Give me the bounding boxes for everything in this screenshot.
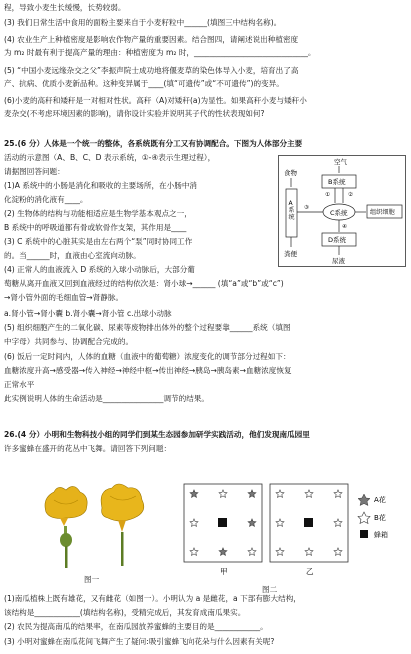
- text-line: 程，导致小麦生长缓慢，长势较弱。: [4, 3, 126, 12]
- text-line: 为 m₂ 时最有利于提高产量的理由：种植密度为 m₂ 时，______________________________。: [4, 48, 316, 57]
- text-line: (3) 我们日常生活中食用的面粉主要来自于小麦籽粒中______(填图三中结构名称)。: [4, 18, 282, 27]
- text-line: (6)小麦的高秆和矮秆是一对相对性状。高秆（A)对矮秆(a)为显性。如果高秆小麦与矮秆小: [4, 96, 307, 105]
- layout-jia-label: 甲: [220, 567, 228, 576]
- flower-a-image: [45, 486, 87, 568]
- text-line: 化淀粉的消化液有____。: [4, 195, 88, 204]
- text-line: a.肾小管→肾小囊 b.肾小囊→肾小管 c.出球小动脉: [4, 309, 172, 318]
- text-line: 的。当______时，血液由心室流向动脉。: [4, 251, 141, 260]
- text-line: (1)A 系统中的小肠是消化和吸收的主要场所，在小肠中消: [4, 181, 198, 190]
- system-b-label: B系统: [328, 178, 346, 186]
- tissue-label: 组织细胞: [370, 209, 395, 216]
- text-line: 正常水平: [4, 380, 35, 389]
- text-line: (3) 小明对蜜蜂在南瓜花间飞舞产生了疑问:吸引蜜蜂飞向花朵与什么因素有关呢?: [4, 637, 275, 646]
- text-line: (2) 农民为提高南瓜的结果率，在南瓜园放养蜜蜂的主要目的是____________。: [4, 622, 268, 631]
- system-c-label: C系统: [330, 209, 348, 217]
- text-line: (3) C 系统中的心脏其实是由左右两个“泵”同时协同工作: [4, 237, 193, 246]
- oxygen-label: 空气: [334, 158, 347, 166]
- q25-title: 25.(6 分）人体是一个统一的整体，各系统既有分工又有协调配合。下图为人体部分主要: [4, 139, 303, 148]
- legend-a-label: A花: [374, 496, 386, 504]
- text-line: (2) 生物体的结构与功能相适应是生物学基本观点之一，: [4, 209, 192, 218]
- pumpkin-flowers-figure: [36, 478, 160, 574]
- text-line: (6) 饭后一定时间内，人体的血糖（血液中的葡萄糖）浓度变化的调节部分过程如下：: [4, 352, 291, 361]
- figure-1-caption: 图一: [84, 575, 100, 584]
- beehive-yi: [304, 518, 313, 527]
- legend-hive-label: 蜂箱: [374, 531, 388, 539]
- text-line: 萄糖从离开血液又回到血液经过的结构依次是：肾小球→______ (填“a”或“b”或“c”): [4, 279, 284, 288]
- text-line: (5) “中国小麦远缘杂交之父”李振声院士成功地将偃麦草的染色体导入小麦，培育出了高: [4, 66, 299, 75]
- system-a-label: A 系统: [288, 200, 295, 221]
- body-systems-diagram: [278, 155, 406, 267]
- legend-a: [358, 494, 386, 506]
- layout-yi-label: 乙: [306, 567, 314, 576]
- text-line: 中字母）共同参与、协调配合完成的。: [4, 337, 134, 346]
- step-4-label: ④: [342, 224, 347, 230]
- q26-title: 26.(4 分）小明和生物科技小组的同学们到某生态园参加研学实践活动，他们发现南瓜园里: [4, 430, 310, 439]
- text-line: B 系统中的呼吸道都有骨或软骨作支架，其作用是____: [4, 223, 187, 232]
- text-line: (4) 正常人的血液流入 D 系统的入球小动脉后，大部分葡: [4, 265, 195, 274]
- text-line: 产、抗病、优质小麦新品种。这种变异属于____(填“可遗传”或“不可遗传”)的变异。: [4, 79, 284, 88]
- garden-layout-figure: [182, 482, 408, 584]
- text-line: 此实例说明人体的生命活动是________________调节的结果。: [4, 394, 210, 403]
- food-label: 食物: [284, 169, 297, 177]
- step-3-label: ③: [304, 205, 309, 211]
- text-line: 许多蜜蜂在盛开的花丛中飞舞。请回答下列问题：: [4, 444, 172, 453]
- legend-hive: [360, 530, 388, 539]
- flower-b-image: [101, 484, 144, 566]
- step-1-label: ①: [325, 192, 330, 198]
- legend-b: [358, 512, 386, 524]
- text-line: 该结构是____________(填结构名称)，受精完成后，其发育成南瓜果实。: [4, 608, 246, 617]
- legend-b-label: B花: [374, 514, 386, 522]
- text-line: (4) 农业生产上种植密度是影响农作物产量的重要因素。结合图四，请阐述说出种植密度: [4, 35, 299, 44]
- urine-label: 尿液: [332, 257, 345, 265]
- figure-2-caption: 图二: [262, 585, 278, 594]
- beehive-jia: [218, 518, 227, 527]
- feces-label: 粪便: [284, 250, 297, 258]
- step-2-label: ②: [348, 192, 353, 198]
- text-line: (1)南瓜植株上既有雄花，又有雌花（如图一）。小明认为 a 是雌花，a 下部有膨大结构，: [4, 594, 301, 603]
- text-line: 血糖浓度升高→感受器→传入神经→神经中枢→传出神经→胰岛→胰岛素→血糖浓度恢复: [4, 366, 292, 375]
- text-line: →肾小管外面的毛细血管→肾静脉。: [4, 293, 124, 302]
- text-line: 麦杂交(不考虑环境因素的影响)，请你设计实验并说明其子代的性状表现如何?: [4, 109, 265, 118]
- text-line: 活动的示意图（A、B、C、D 表示系统，①-④表示生理过程），: [4, 153, 216, 162]
- text-line: (5) 组织细胞产生的二氧化碳、尿素等废物排出体外的整个过程要靠______系统（填图: [4, 323, 291, 332]
- system-d-label: D系统: [328, 236, 347, 244]
- text-line: 请据图回答问题：: [4, 167, 65, 176]
